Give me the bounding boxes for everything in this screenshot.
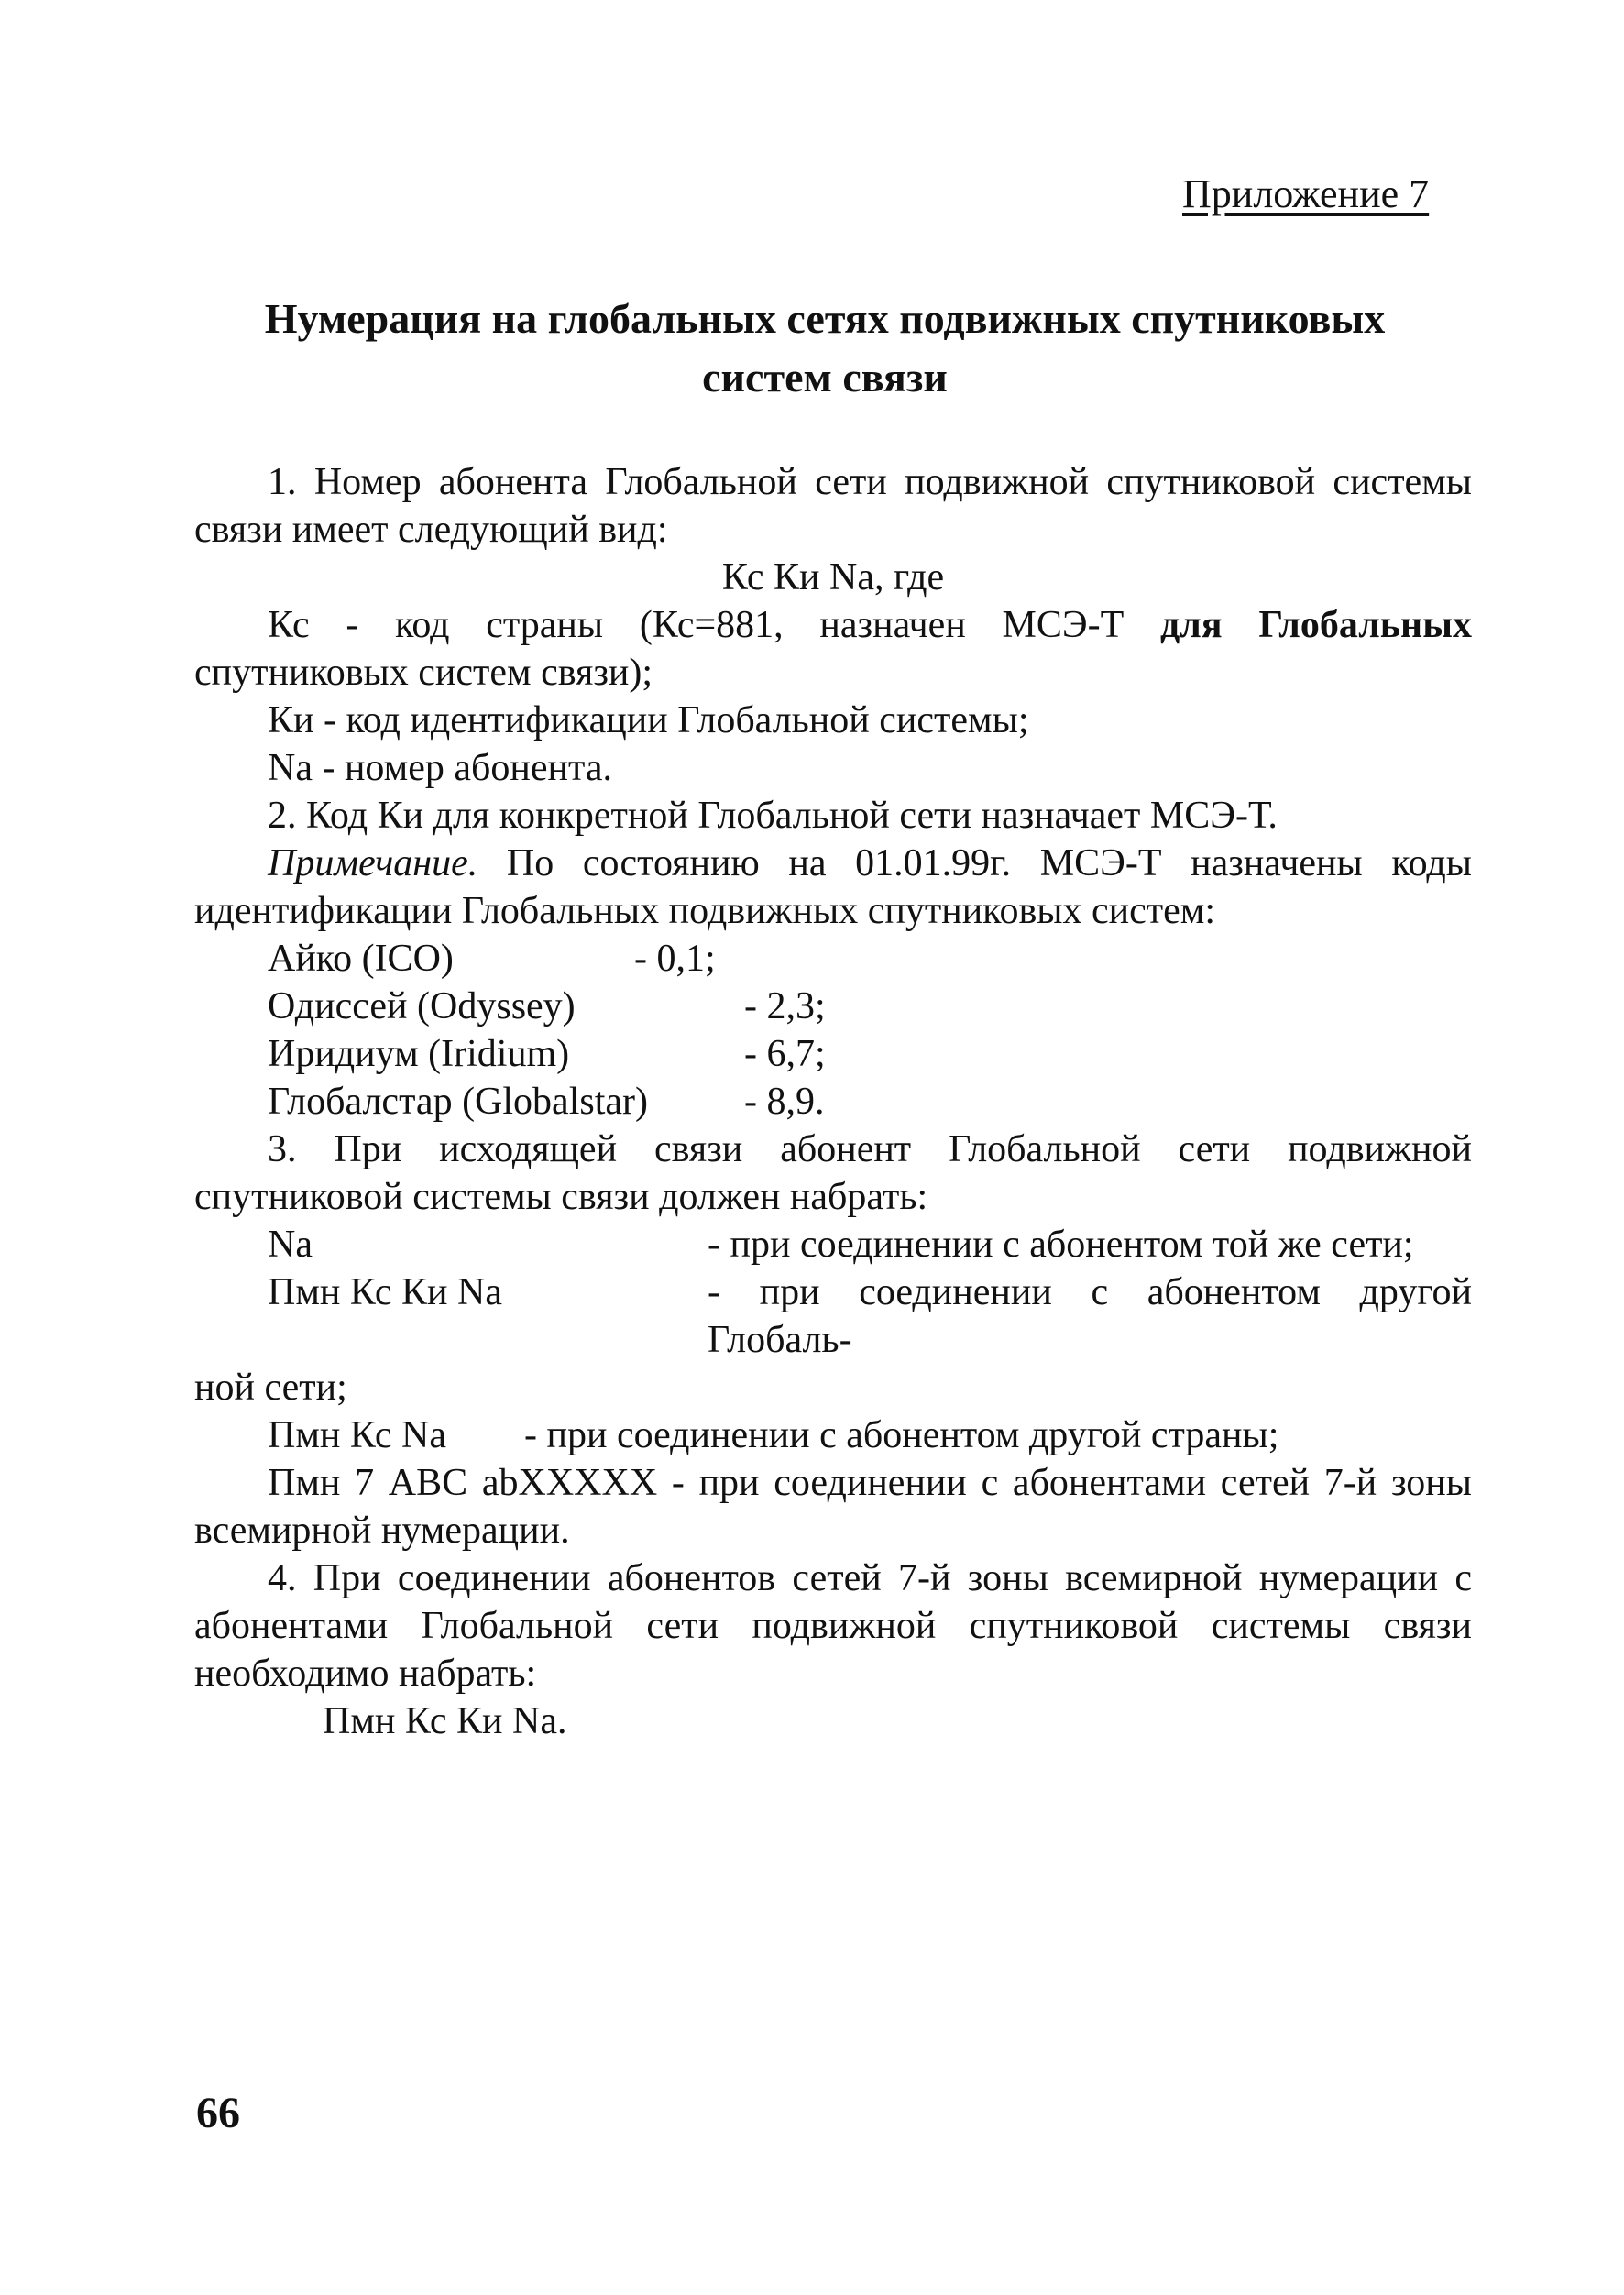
system-row (194, 1030, 1472, 1078)
kc-definition (194, 601, 1472, 697)
title-line-1: Нумерация на глобальных сетях подвижных спутниковых (264, 295, 1386, 342)
system-codes: - 6,7; (744, 1033, 826, 1075)
dial-description: - при соединении с абонентом той же сети; (708, 1224, 1414, 1266)
dial-code: Пмн Кс Ки Na (268, 1271, 502, 1313)
section-1-paragraph: 1. Номер абонента Глобальной сети подвижной спутниковой системы связи имеет следующий вид: (194, 461, 1472, 551)
document-title (165, 290, 1485, 407)
system-row (194, 983, 1472, 1030)
document-body (194, 458, 1472, 1745)
dial-description: - при соединении с абонентом другой страны; (524, 1414, 1279, 1456)
dial-code: Na (268, 1224, 313, 1266)
system-row (194, 935, 1472, 983)
system-codes: - 2,3; (744, 985, 826, 1027)
section-4-paragraph: 4. При соединении абонентов сетей 7-й зоны всемирной нумерации с абонентами Глобальной сети подвижной спутниковой системы связи необходимо набрать: (194, 1557, 1472, 1695)
dial-row (194, 1411, 1472, 1459)
kc-definition-bold: для Глобальных (1160, 604, 1472, 646)
final-dial-format: Пмн Кс Ки Na. (323, 1700, 567, 1742)
page-number: 66 (196, 2089, 240, 2137)
dial-row (194, 1268, 1472, 1364)
zone-dial-paragraph (194, 1459, 1472, 1554)
na-definition: Na - номер абонента. (268, 747, 612, 789)
zone-dial-description: - при соединении с абонентами сетей 7-й зоны всемирной нумерации. (194, 1462, 1472, 1552)
dial-code: Пмн Кс Na (268, 1414, 446, 1456)
system-name: Глобалстар (Globalstar) (268, 1081, 648, 1123)
kc-definition-end: спутниковых систем связи); (194, 652, 653, 694)
title-line-2: систем связи (702, 354, 948, 401)
dial-continuation: ной сети; (194, 1367, 347, 1409)
number-format: Кс Ки Na, где (721, 556, 945, 598)
zone-dial-code: Пмн 7 АВС abXXXXX (268, 1462, 658, 1504)
kc-definition-start: Кс - код страны (Кс=881, назначен МСЭ-Т (268, 604, 1161, 646)
note-label: Примечание. (268, 842, 478, 884)
system-codes: - 0,1; (634, 938, 716, 980)
system-name: Айко (ICO) (268, 938, 454, 980)
system-name: Одиссей (Odyssey) (268, 985, 576, 1027)
dial-description: - при соединении с абонентом другой Глобаль- (708, 1271, 1472, 1361)
note-paragraph (194, 840, 1472, 935)
section-3-paragraph: 3. При исходящей связи абонент Глобальной сети подвижной спутниковой системы связи должен набрать: (194, 1128, 1472, 1218)
system-codes: - 8,9. (744, 1081, 825, 1123)
system-row (194, 1078, 1472, 1126)
appendix-label: Приложение 7 (1182, 171, 1430, 216)
ki-definition: Ки - код идентификации Глобальной системы; (268, 699, 1029, 741)
note-text: По состоянию на 01.01.99г. МСЭ-Т назначены коды идентификации Глобальных подвижных спутниковых систем: (194, 842, 1472, 932)
section-2-paragraph: 2. Код Ки для конкретной Глобальной сети назначает МСЭ-Т. (268, 795, 1278, 837)
dial-row (194, 1221, 1472, 1268)
system-name: Иридиум (Iridium) (268, 1033, 570, 1075)
